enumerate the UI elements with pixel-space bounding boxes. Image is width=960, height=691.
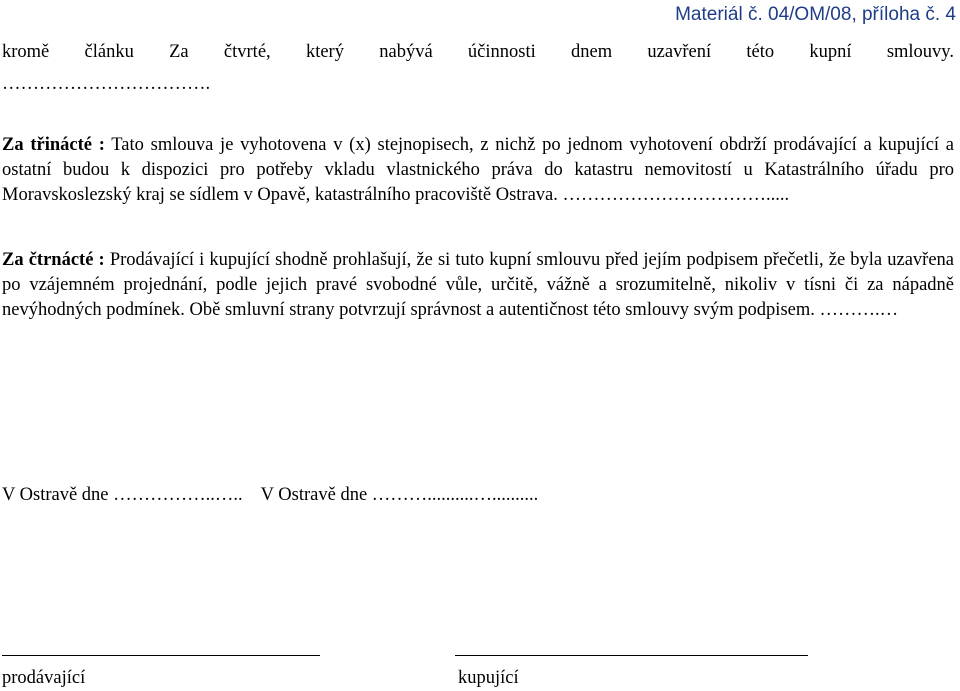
- dotted-line: …………………………….: [2, 74, 211, 94]
- article-14-text: Prodávající i kupující shodně prohlašují, že si tuto kupní smlouvu před jejím podpisem přečetli, že byla uzavřena po vzájemném projednání, podle jejich pravé svobodné vůle, určitě, vážně a srozumitelně, nikoliv v tísni či za nápadně nevýhodných podmínek. Obě smluvní strany potvrzují správnost a autentičnost této smlouvy svým podpisem. ……….…: [2, 250, 955, 320]
- intro-clause-line: kromě článku Za čtvrté, který nabývá účinnosti dnem uzavření této kupní smlouvy.: [2, 42, 954, 62]
- buyer-signature-line: [455, 655, 808, 656]
- article-14-heading: Za čtrnácté :: [2, 250, 105, 270]
- material-reference: Materiál č. 04/OM/08, příloha č. 4: [675, 4, 956, 25]
- buyer-place-date: V Ostravě dne ………..........…..........: [260, 485, 539, 505]
- article-13-text: Tato smlouva je vyhotovena v (x) stejnopisech, z nichž po jednom vyhotovení obdrží prodávající a kupující a ostatní budou k dispozici pro potřeby vkladu vlastnického práva do katastru nemovitostí u Katastrálního úřadu pro Moravskoslezský kraj se sídlem v Opavě, katastrálního pracoviště Ostrava. …………………………….....: [2, 135, 954, 205]
- signature-places: [2, 483, 538, 508]
- seller-label: prodávající: [2, 668, 86, 688]
- article-13: [2, 133, 954, 208]
- seller-place-date: V Ostravě dne ……………..…..: [2, 485, 243, 505]
- article-13-heading: Za třinácté :: [2, 135, 105, 155]
- seller-signature-line: [2, 655, 320, 656]
- article-14: [2, 248, 954, 323]
- buyer-label: kupující: [458, 668, 519, 688]
